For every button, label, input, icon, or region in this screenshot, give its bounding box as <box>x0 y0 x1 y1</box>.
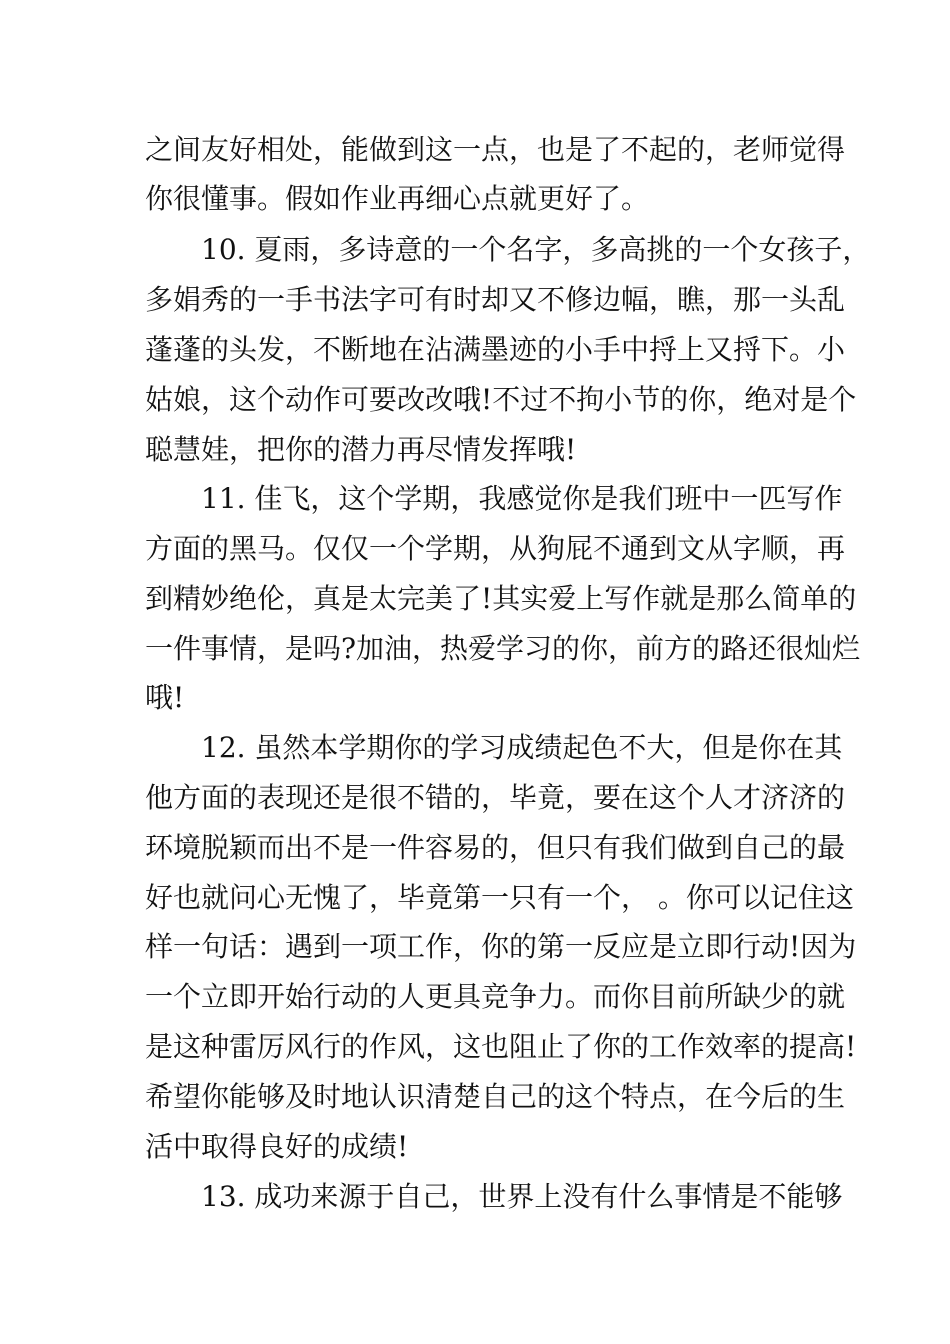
text-line: 蓬蓬的头发，不断地在沾满墨迹的小手中捋上又捋下。小 <box>145 333 846 366</box>
text-line: 之间友好相处，能做到这一点，也是了不起的，老师觉得 <box>145 133 846 166</box>
text-line: 方面的黑马。仅仅一个学期，从狗屁不通到文从字顺，再 <box>145 532 846 565</box>
text-line: 一件事情，是吗?加油，热爱学习的你，前方的路还很灿烂 <box>145 632 861 665</box>
text-line: 10. 夏雨，多诗意的一个名字，多高挑的一个女孩子， <box>201 233 871 266</box>
text-line: 13. 成功来源于自己，世界上没有什么事情是不能够 <box>201 1180 843 1213</box>
text-line: 到精妙绝伦，真是太完美了!其实爱上写作就是那么简单的 <box>145 582 857 615</box>
text-line: 是这种雷厉风行的作风，这也阻止了你的工作效率的提高! <box>145 1030 857 1063</box>
text-line: 环境脱颖而出不是一件容易的，但只有我们做到自己的最 <box>145 831 846 864</box>
text-line: 11. 佳飞，这个学期，我感觉你是我们班中一匹写作 <box>201 482 843 515</box>
text-line: 你很懂事。假如作业再细心点就更好了。 <box>145 182 650 215</box>
text-line: 一个立即开始行动的人更具竞争力。而你目前所缺少的就 <box>145 980 846 1013</box>
text-line: 哦! <box>145 681 185 714</box>
text-line: 活中取得良好的成绩! <box>145 1130 409 1163</box>
text-line: 好也就问心无愧了，毕竟第一只有一个， 。你可以记住这 <box>145 881 854 914</box>
text-line: 姑娘，这个动作可要改改哦!不过不拘小节的你，绝对是个 <box>145 383 857 416</box>
text-line: 多娟秀的一手书法字可有时却又不修边幅，瞧，那一头乱 <box>145 283 846 316</box>
text-line: 样一句话：遇到一项工作，你的第一反应是立即行动!因为 <box>145 930 857 963</box>
text-line: 12. 虽然本学期你的学习成绩起色不大，但是你在其 <box>201 731 843 764</box>
text-line: 聪慧娃，把你的潜力再尽情发挥哦! <box>145 433 577 466</box>
text-line: 希望你能够及时地认识清楚自己的这个特点，在今后的生 <box>145 1080 846 1113</box>
text-line: 他方面的表现还是很不错的，毕竟，要在这个人才济济的 <box>145 781 846 814</box>
